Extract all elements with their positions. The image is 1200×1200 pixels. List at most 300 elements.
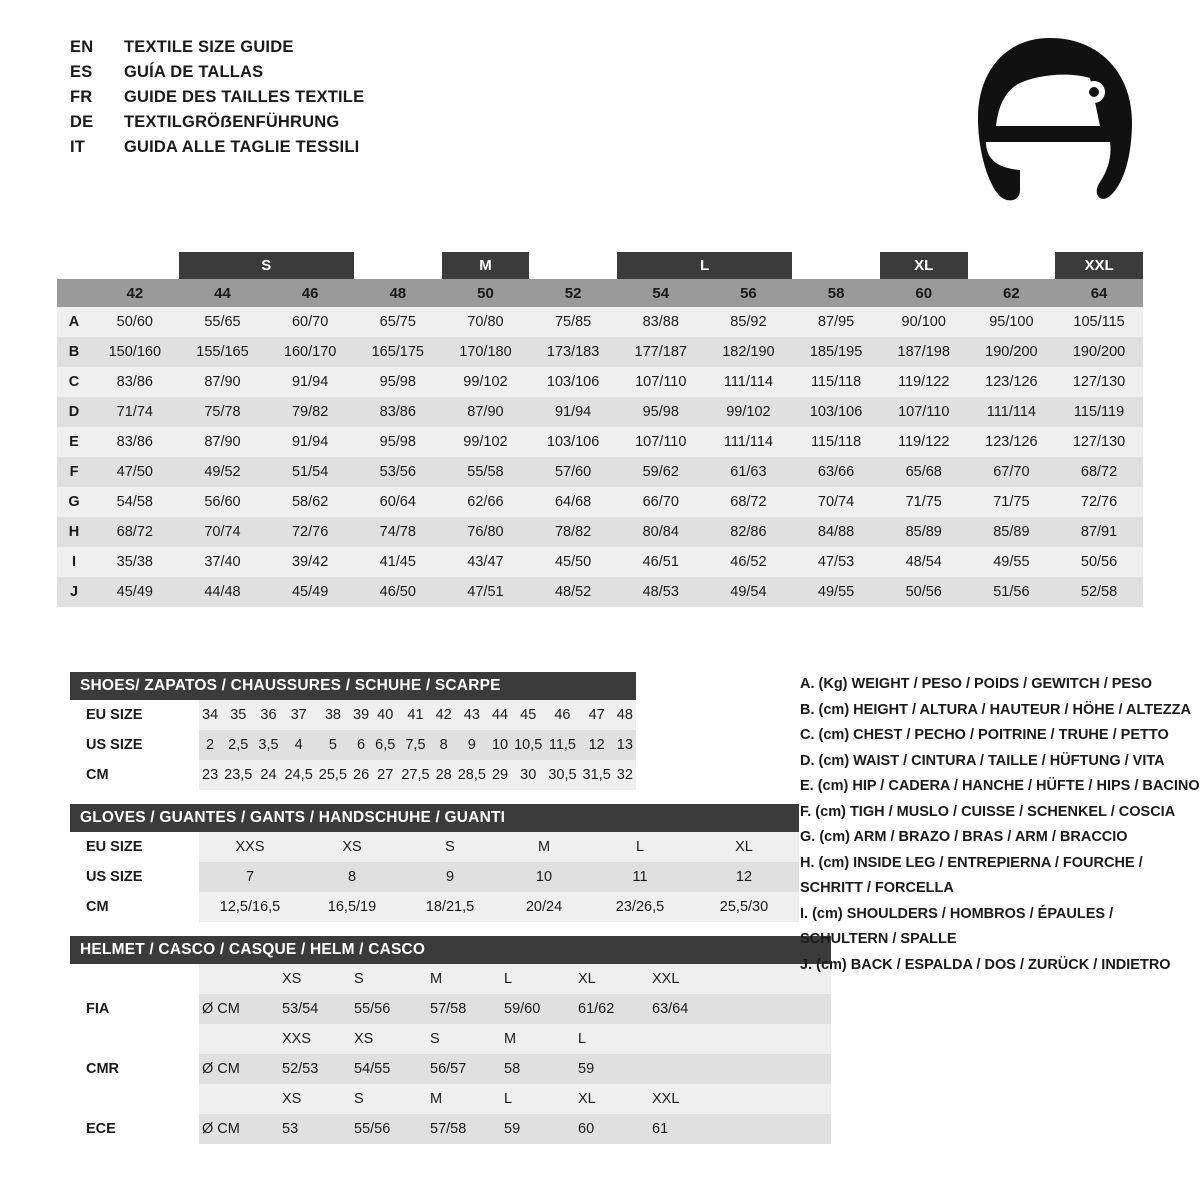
cell: 35 [221,700,255,730]
cell: 52/53 [279,1054,351,1084]
cell: 95/98 [354,367,442,397]
cell: 38 [316,700,350,730]
cell: 51/56 [968,577,1056,607]
cell: 11,5 [545,730,579,760]
cell: 45/50 [529,547,617,577]
cell: 35/38 [91,547,179,577]
cell: 107/110 [617,427,705,457]
legend-item-e: E. (cm) HIP / CADERA / HANCHE / HÜFTE / HIPS / BACINO [800,778,1200,794]
measure-label-j: J [57,577,91,607]
cell: 2 [199,730,221,760]
language-code-en: EN [70,38,94,56]
cell: 56/60 [179,487,267,517]
size-header-42: 42 [91,279,179,307]
legend-item-h: H. (cm) INSIDE LEG / ENTREPIERNA / FOURCHE / [800,854,1143,871]
size-m: M [501,1024,575,1054]
cell: 187/198 [880,337,968,367]
cell: 173/183 [529,337,617,367]
cell: 44/48 [179,577,267,607]
size-xs: XS [351,1024,427,1054]
cell: 41 [398,700,432,730]
cell: 182/190 [705,337,793,367]
header-line [70,63,364,88]
cell: 78/82 [529,517,617,547]
cell: L [591,832,689,862]
cell: 103/106 [529,367,617,397]
cell: 63/64 [649,994,831,1024]
cell: 155/165 [179,337,267,367]
cell: 2,5 [221,730,255,760]
cell: 91/94 [266,367,354,397]
group-cell-blank [792,252,880,279]
measurement-legend [800,672,1200,978]
cell: 16,5/19 [301,892,403,922]
cell: 12 [689,862,799,892]
cell: 99/102 [705,397,793,427]
cell: XXS [199,832,301,862]
cell: 32 [614,760,636,790]
header-text-fr: GUIDE DES TAILLES TEXTILE [124,88,365,106]
cell: 54/55 [351,1054,427,1084]
cell: 50/60 [91,307,179,337]
cell: 59 [575,1054,649,1084]
size-header-58: 58 [792,279,880,307]
cell: 190/200 [1055,337,1143,367]
cell: 13 [614,730,636,760]
cell: 50/56 [1055,547,1143,577]
size-header-62: 62 [968,279,1056,307]
cell: 6,5 [372,730,398,760]
cell: 107/110 [617,367,705,397]
group-cell-blank [91,252,179,279]
size-s: S [427,1024,501,1054]
cell: 37/40 [179,547,267,577]
spacer [199,1024,279,1054]
helmet-fia-label: FIA [70,994,199,1024]
header-line [70,38,364,63]
cell: 95/98 [354,427,442,457]
group-cell-s: S [179,252,354,279]
cell: 67/70 [968,457,1056,487]
cell: 39 [350,700,372,730]
cell: 52/58 [1055,577,1143,607]
cell: 55/65 [179,307,267,337]
cell: 123/126 [968,427,1056,457]
table-row [57,307,1143,337]
cell: 70/74 [792,487,880,517]
cell: 65/75 [354,307,442,337]
size-xxs: XXS [279,1024,351,1054]
spacer [70,1084,199,1114]
cell: 87/90 [442,397,530,427]
cell: 127/130 [1055,367,1143,397]
textile-size-table [57,252,1143,607]
cell: 103/106 [792,397,880,427]
helmet-banner: HELMET / CASCO / CASQUE / HELM / CASCO [70,936,831,964]
cell: 53/54 [279,994,351,1024]
cell: 40 [372,700,398,730]
cell: 119/122 [880,367,968,397]
language-code-de: DE [70,113,94,131]
gloves-us-label: US SIZE [70,862,199,892]
legend-item-i: I. (cm) SHOULDERS / HOMBROS / ÉPAULES / [800,905,1114,922]
cell: 3,5 [255,730,281,760]
helmet-cmr-size-row [70,1024,831,1054]
cell: 60/64 [354,487,442,517]
size-header-64: 64 [1055,279,1143,307]
gloves-banner-row [70,804,799,832]
cell: 85/89 [880,517,968,547]
helmet-icon [960,30,1140,210]
table-row [70,730,636,760]
helmet-cmr-value-row [70,1054,831,1084]
table-row [57,547,1143,577]
cell: 62/66 [442,487,530,517]
cell: 74/78 [354,517,442,547]
cell: 8 [301,862,403,892]
cell: 66/70 [617,487,705,517]
cell: 34 [199,700,221,730]
group-cell-blank [354,252,442,279]
cell: 55/56 [351,1114,427,1144]
cell: 90/100 [880,307,968,337]
cell: 47 [580,700,614,730]
table-size-header-row [57,279,1143,307]
cell: 111/114 [705,427,793,457]
cell: 80/84 [617,517,705,547]
table-row [57,517,1143,547]
cell: 49/52 [179,457,267,487]
cell: 185/195 [792,337,880,367]
cell: 57/58 [427,1114,501,1144]
size-xs: XS [279,1084,351,1114]
cell: 115/118 [792,427,880,457]
cell: 23 [199,760,221,790]
cell: 11 [591,862,689,892]
size-row-corner [57,279,91,307]
cell: 55/58 [442,457,530,487]
helmet-fia-unit: Ø CM [199,994,279,1024]
cell: 24 [255,760,281,790]
cell: 58 [501,1054,575,1084]
cell: 30,5 [545,760,579,790]
group-cell-blank [57,252,91,279]
cell: 68/72 [705,487,793,517]
cell: 83/86 [354,397,442,427]
cell: 75/78 [179,397,267,427]
cell: 165/175 [354,337,442,367]
cell: 111/114 [705,367,793,397]
table-row [70,892,799,922]
cell: 170/180 [442,337,530,367]
measure-label-c: C [57,367,91,397]
size-l: L [575,1024,649,1054]
cell: 37 [282,700,316,730]
legend-item-j: J. (cm) BACK / ESPALDA / DOS / ZURÜCK / INDIETRO [800,956,1171,973]
size-m: M [427,964,501,994]
cell: 79/82 [266,397,354,427]
group-cell-xl: XL [880,252,968,279]
language-code-es: ES [70,63,93,81]
cell: 54/58 [91,487,179,517]
header-line [70,138,364,163]
cell: 82/86 [705,517,793,547]
size-xs: XS [279,964,351,994]
cell: 72/76 [266,517,354,547]
cell: 85/92 [705,307,793,337]
cell: 95/98 [617,397,705,427]
helmet-cmr-unit: Ø CM [199,1054,279,1084]
cell: 30 [511,760,545,790]
gloves-eu-label: EU SIZE [70,832,199,862]
cell: 63/66 [792,457,880,487]
measure-label-e: E [57,427,91,457]
shoes-size-block [70,672,636,790]
cell: 75/85 [529,307,617,337]
table-row [70,862,799,892]
table-group-header-row [57,252,1143,279]
shoes-eu-label: EU SIZE [70,700,199,730]
cell: 71/75 [880,487,968,517]
cell: 87/90 [179,427,267,457]
helmet-table [70,936,831,1144]
cell: 160/170 [266,337,354,367]
language-code-fr: FR [70,88,93,106]
spacer [70,1024,199,1054]
cell: 27,5 [398,760,432,790]
size-header-44: 44 [179,279,267,307]
header-line [70,88,364,113]
table-row [70,832,799,862]
shoes-banner-row [70,672,636,700]
cell: 55/56 [351,994,427,1024]
table-row [70,700,636,730]
cell: 45 [511,700,545,730]
cell: 53 [279,1114,351,1144]
cell: 70/74 [179,517,267,547]
cell: 8 [433,730,455,760]
cell: 45/49 [266,577,354,607]
helmet-banner-row [70,936,831,964]
legend-item-c: C. (cm) CHEST / PECHO / POITRINE / TRUHE / PETTO [800,727,1169,743]
cell: 83/86 [91,367,179,397]
cell: 29 [489,760,511,790]
cell: 123/126 [968,367,1056,397]
cell: 42 [433,700,455,730]
cell: 7 [199,862,301,892]
cell: 64/68 [529,487,617,517]
cell: 57/60 [529,457,617,487]
spacer [199,964,279,994]
size-header-50: 50 [442,279,530,307]
cell: XS [301,832,403,862]
cell: 105/115 [1055,307,1143,337]
size-xxl: XXL [649,964,831,994]
cell: 119/122 [880,427,968,457]
legend-item-b: B. (cm) HEIGHT / ALTURA / HAUTEUR / HÖHE / ALTEZZA [800,701,1191,718]
cell: 71/75 [968,487,1056,517]
cell: 190/200 [968,337,1056,367]
cell: 76/80 [442,517,530,547]
cell: 72/76 [1055,487,1143,517]
cell: 70/80 [442,307,530,337]
cell: 53/56 [354,457,442,487]
cell: 48 [614,700,636,730]
group-cell-l: L [617,252,792,279]
cell: 115/118 [792,367,880,397]
cell: 46 [545,700,579,730]
cell: 68/72 [1055,457,1143,487]
cell: 41/45 [354,547,442,577]
cell: 150/160 [91,337,179,367]
table-row [70,760,636,790]
cell: 61 [649,1114,831,1144]
table-row [57,457,1143,487]
cell: 60/70 [266,307,354,337]
cell: 59 [501,1114,575,1144]
cell: 46/50 [354,577,442,607]
header-text-es: GUÍA DE TALLAS [124,63,264,81]
cell: 71/74 [91,397,179,427]
size-l: L [501,1084,575,1114]
cell: 26 [350,760,372,790]
legend-item-g: G. (cm) ARM / BRAZO / BRAS / ARM / BRACCIO [800,829,1128,845]
cell: 49/54 [705,577,793,607]
measure-label-b: B [57,337,91,367]
shoes-banner: SHOES/ ZAPATOS / CHAUSSURES / SCHUHE / SCARPE [70,672,636,700]
cell: 68/72 [91,517,179,547]
cell: XL [689,832,799,862]
cell: 83/88 [617,307,705,337]
cell: 4 [282,730,316,760]
cell: 9 [403,862,497,892]
cell: 25,5/30 [689,892,799,922]
cell: 59/60 [501,994,575,1024]
cell: 111/114 [968,397,1056,427]
spacer [70,964,199,994]
cell: 59/62 [617,457,705,487]
cell: 12,5/16,5 [199,892,301,922]
helmet-ece-label: ECE [70,1114,199,1144]
cell: 28,5 [455,760,489,790]
gloves-banner: GLOVES / GUANTES / GANTS / HANDSCHUHE / GUANTI [70,804,799,832]
cell: 18/21,5 [403,892,497,922]
cell: 20/24 [497,892,591,922]
cell: 9 [455,730,489,760]
gloves-table [70,804,799,922]
cell: 7,5 [398,730,432,760]
cell: 87/91 [1055,517,1143,547]
cell: 83/86 [91,427,179,457]
size-xl: XL [575,1084,649,1114]
size-s: S [351,1084,427,1114]
size-xl: XL [575,964,649,994]
table-row [57,487,1143,517]
cell: 24,5 [282,760,316,790]
helmet-ece-size-row [70,1084,831,1114]
cell: 43/47 [442,547,530,577]
header-text-en: TEXTILE SIZE GUIDE [124,38,294,56]
cell: 10 [489,730,511,760]
cell: 23/26,5 [591,892,689,922]
group-cell-m: M [442,252,530,279]
table-row [57,427,1143,457]
helmet-cmr-label: CMR [70,1054,199,1084]
helmet-ece-value-row [70,1114,831,1144]
cell: 95/100 [968,307,1056,337]
table-row [57,397,1143,427]
cell: 61/63 [705,457,793,487]
helmet-fia-size-row [70,964,831,994]
size-header-48: 48 [354,279,442,307]
cell: 49/55 [792,577,880,607]
cell: 45/49 [91,577,179,607]
helmet-ece-unit: Ø CM [199,1114,279,1144]
cell: 61/62 [575,994,649,1024]
shoes-us-label: US SIZE [70,730,199,760]
size-s: S [351,964,427,994]
cell: 10 [497,862,591,892]
cell: 46/51 [617,547,705,577]
cell: 60 [575,1114,649,1144]
cell: 48/52 [529,577,617,607]
cell: 49/55 [968,547,1056,577]
legend-item-i-cont: SCHULTERN / SPALLE [800,931,957,947]
size-xxl: XXL [649,1084,831,1114]
measure-label-d: D [57,397,91,427]
cell: 57/58 [427,994,501,1024]
size-header-54: 54 [617,279,705,307]
group-cell-xxl: XXL [1055,252,1143,279]
cell: 87/90 [179,367,267,397]
cell: 48/53 [617,577,705,607]
spacer [649,1024,831,1054]
cell: 65/68 [880,457,968,487]
cell: 46/52 [705,547,793,577]
cell: 12 [580,730,614,760]
spacer [199,1084,279,1114]
cell: 103/106 [529,427,617,457]
spacer [649,1054,831,1084]
cell: 5 [316,730,350,760]
legend-item-a: A. (Kg) WEIGHT / PESO / POIDS / GEWITCH / PESO [800,676,1153,692]
group-cell-blank [529,252,617,279]
gloves-cm-label: CM [70,892,199,922]
cell: 31,5 [580,760,614,790]
table-row [57,367,1143,397]
size-header-52: 52 [529,279,617,307]
table-row [57,577,1143,607]
cell: 47/51 [442,577,530,607]
measure-label-a: A [57,307,91,337]
shoes-cm-label: CM [70,760,199,790]
cell: 99/102 [442,367,530,397]
cell: 36 [255,700,281,730]
table-row [57,337,1143,367]
cell: 48/54 [880,547,968,577]
group-cell-blank [968,252,1056,279]
size-header-46: 46 [266,279,354,307]
header-text-it: GUIDA ALLE TAGLIE TESSILI [124,138,360,156]
cell: 87/95 [792,307,880,337]
cell: 47/53 [792,547,880,577]
helmet-size-block [70,936,831,1144]
shoes-table [70,672,636,790]
cell: 58/62 [266,487,354,517]
cell: 107/110 [880,397,968,427]
measure-label-g: G [57,487,91,517]
helmet-fia-value-row [70,994,831,1024]
